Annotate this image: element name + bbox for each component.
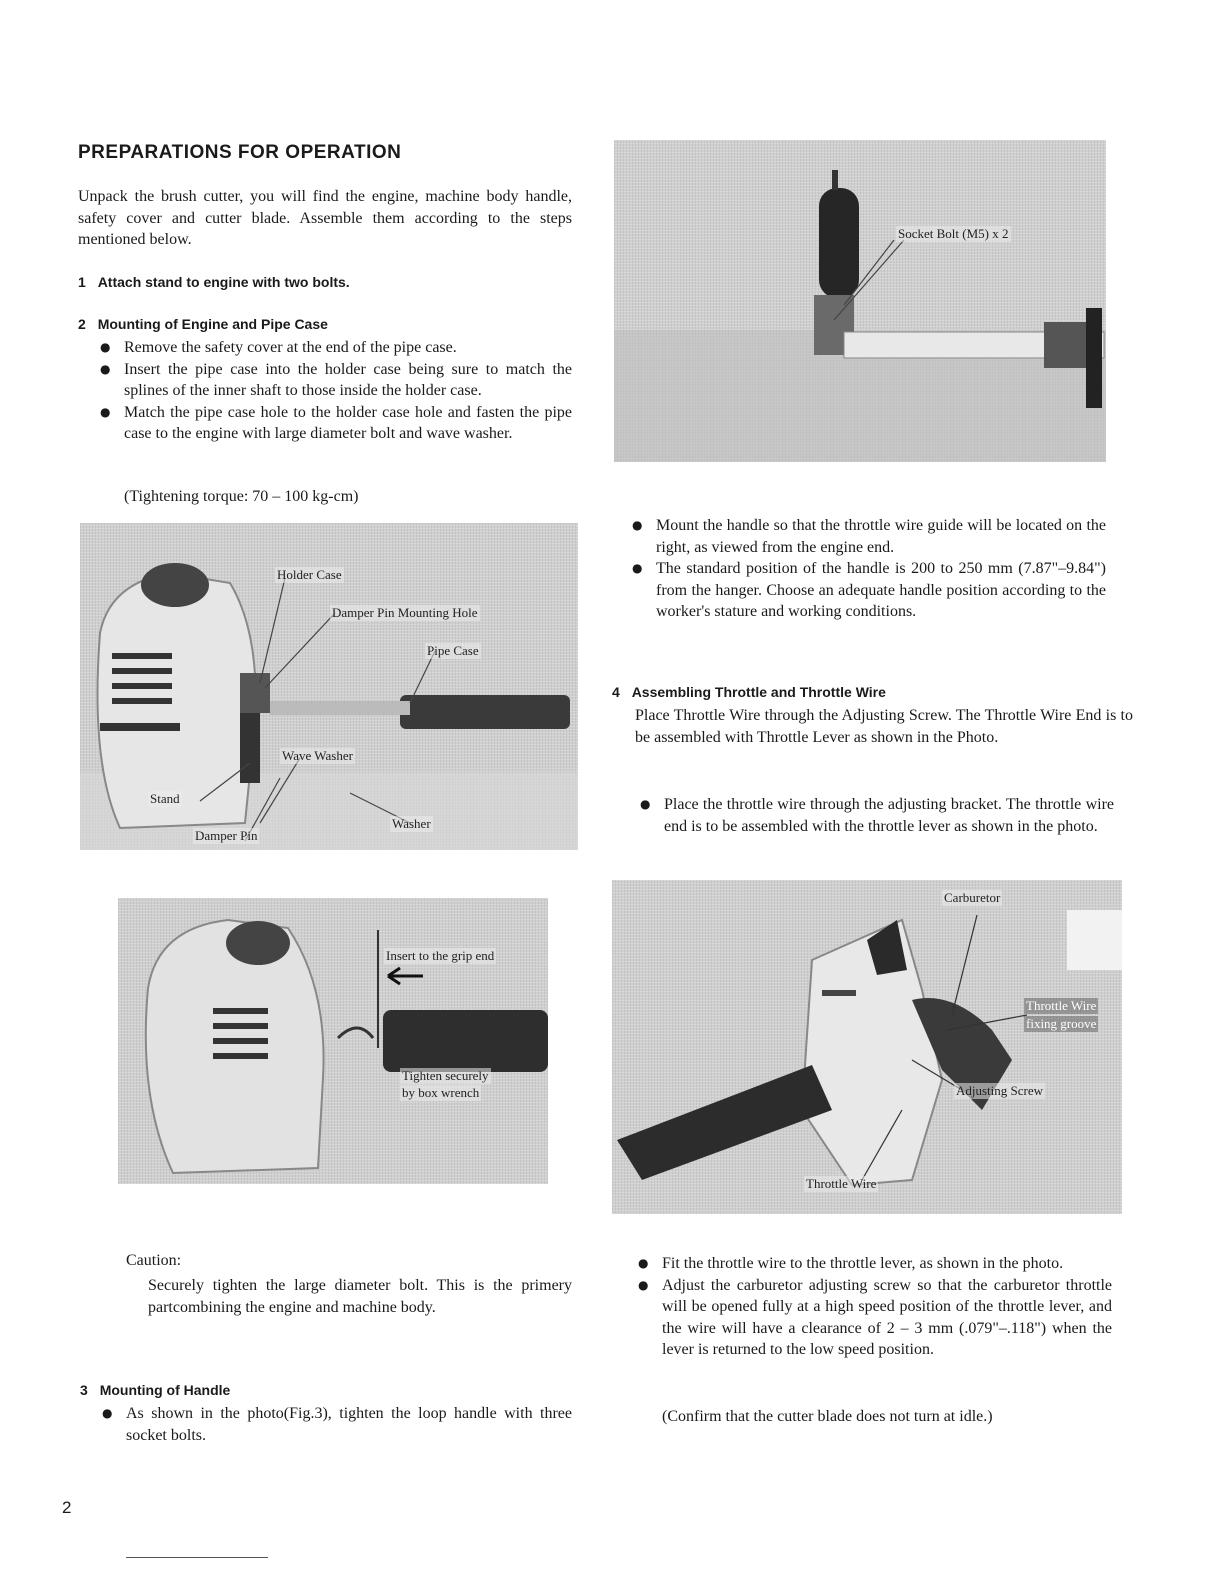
footer-rule [126, 1557, 268, 1558]
list-item: ● Place the throttle wire through the adjusting bracket. The throttle wire end is to be assembled with the throttle lever as shown in the photo. [638, 794, 1114, 837]
step4-heading [612, 684, 886, 700]
list-item: ● Mount the handle so that the throttle wire guide will be located on the right, as viewed from the engine end. [630, 515, 1106, 558]
label-damper-pin: Damper Pin [195, 828, 258, 843]
label-insert-grip-end: Insert to the grip end [386, 948, 495, 963]
label-washer: Washer [392, 816, 431, 831]
throttle-bullets [636, 1253, 1112, 1361]
list-item: ● Match the pipe case hole to the holder case hole and fasten the pipe case to the engine with large diameter bolt and wave washer. [98, 402, 572, 445]
label-throttle-wire-upper: Throttle Wire [1026, 998, 1097, 1013]
label-throttle-wire-lower: Throttle Wire [806, 1176, 877, 1191]
step3-heading [80, 1382, 230, 1398]
label-fixing-groove: fixing groove [1026, 1016, 1097, 1031]
step3-number: 3 [80, 1382, 88, 1398]
label-holder-case: Holder Case [277, 567, 342, 582]
list-item: ● The standard position of the handle is 200 to 250 mm (7.87"–9.84") from the hanger. Choose an adequate handle position according to the worker's stature and working conditions. [630, 558, 1106, 623]
caution-label: Caution: [126, 1252, 182, 1269]
step4-text: Assembling Throttle and Throttle Wire [631, 684, 886, 700]
label-carburetor: Carburetor [944, 890, 1001, 905]
step1-number: 1 [78, 274, 86, 290]
step2-heading [78, 316, 328, 332]
label-box-wrench: by box wrench [402, 1085, 480, 1100]
carburetor-throttle-photo [612, 880, 1122, 1214]
grip-insert-illustration [118, 898, 548, 1184]
handle-bullets [630, 515, 1106, 623]
label-stand: Stand [150, 791, 180, 806]
step3-bullets [100, 1403, 572, 1446]
tightening-torque: (Tightening torque: 70 – 100 kg-cm) [124, 488, 359, 505]
list-item: ● Remove the safety cover at the end of the pipe case. [98, 337, 572, 359]
socket-bolt-photo [614, 140, 1106, 462]
list-item: ● As shown in the photo(Fig.3), tighten the loop handle with three socket bolts. [100, 1403, 572, 1446]
label-tighten-securely: Tighten securely [402, 1068, 489, 1083]
caution-text: Securely tighten the large diameter bolt. This is the primery partcombining the engine and machine body. [148, 1277, 572, 1316]
list-item: ● Adjust the carburetor adjusting screw so that the carburetor throttle will be opened fully at a high speed position of the throttle lever, and the wire will have a clearance of 2 – 3 mm (.079"–.118") when the lever is returned to the low speed position. [636, 1275, 1112, 1361]
step4-number: 4 [612, 684, 620, 700]
socket-bolt-illustration [614, 140, 1106, 462]
confirm-note: (Confirm that the cutter blade does not turn at idle.) [662, 1408, 993, 1425]
step4-bullets [638, 794, 1114, 837]
page-title: PREPARATIONS FOR OPERATION [78, 142, 402, 163]
step1-heading [78, 274, 350, 290]
step3-text: Mounting of Handle [99, 1382, 231, 1398]
intro-paragraph: Unpack the brush cutter, you will find the engine, machine body handle, safety cover and cutter blade. Assemble them according to the steps mentioned below. [78, 188, 572, 248]
label-socket-bolt: Socket Bolt (M5) x 2 [898, 226, 1009, 241]
step2-text: Mounting of Engine and Pipe Case [97, 316, 328, 332]
page-number: 2 [62, 1498, 72, 1517]
step4-paragraph: Place Throttle Wire through the Adjusting Screw. The Throttle Wire End is to be assembled with Throttle Lever as shown in the Photo. [635, 707, 1133, 746]
label-adjusting-screw: Adjusting Screw [956, 1083, 1044, 1098]
list-item: ● Insert the pipe case into the holder case being sure to match the splines of the inner shaft to those inside the holder case. [98, 359, 572, 402]
label-damper-pin-mounting-hole: Damper Pin Mounting Hole [332, 605, 478, 620]
step2-number: 2 [78, 316, 86, 332]
label-wave-washer: Wave Washer [282, 748, 353, 763]
carburetor-throttle-illustration [612, 880, 1122, 1214]
list-item: ● Fit the throttle wire to the throttle lever, as shown in the photo. [636, 1253, 1112, 1275]
grip-insert-photo [118, 898, 548, 1184]
step2-bullets [98, 337, 572, 445]
step1-text: Attach stand to engine with two bolts. [97, 274, 350, 290]
label-pipe-case: Pipe Case [427, 643, 479, 658]
engine-holder-photo [80, 523, 578, 850]
